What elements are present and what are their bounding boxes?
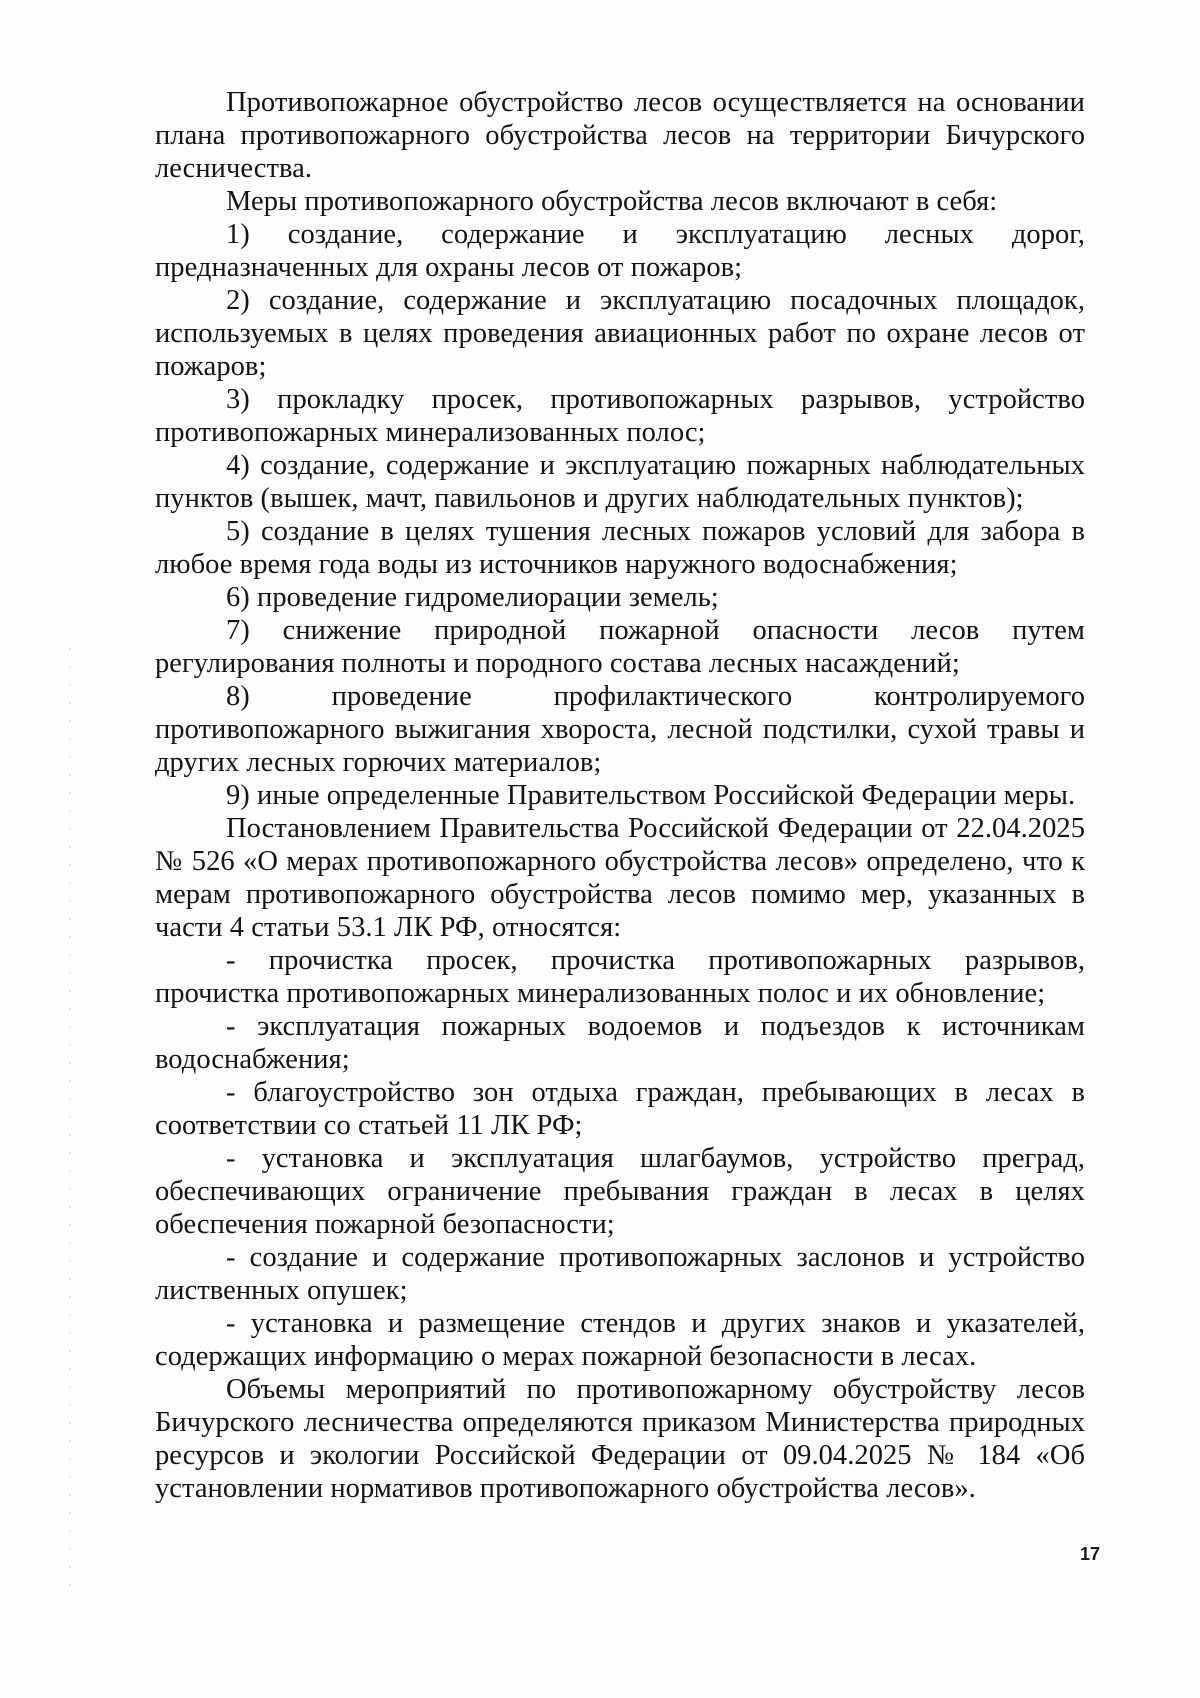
- paragraph-measures-heading: Меры противопожарного обустройства лесов включают в себя:: [226, 186, 998, 217]
- bullet-item-1: - прочистка просек, прочистка противопожарных разрывов, прочистка противопожарных минерализованных полос и их обновление;: [155, 945, 1085, 1009]
- paragraph-volumes: Объемы мероприятий по противопожарному обустройству лесов Бичурского лесничества определяются приказом Министерства природных ресурсов и экологии Российской Федерации от 09.04.2025 № 184 «Об установлении нормативов противопожарного обустройства лесов».: [155, 1374, 1085, 1504]
- list-item-7: 7) снижение природной пожарной опасности лесов путем регулирования полноты и породного состава лесных насаждений;: [155, 615, 1085, 679]
- paragraph-resolution: Постановлением Правительства Российской Федерации от 22.04.2025 № 526 «О мерах противопожарного обустройства лесов» определено, что к мерам противопожарного обустройства лесов помимо мер, указанных в части 4 статьи 53.1 ЛК РФ, относятся:: [155, 813, 1085, 943]
- list-item-3: 3) прокладку просек, противопожарных разрывов, устройство противопожарных минерализованных полос;: [155, 384, 1085, 448]
- list-item-2: 2) создание, содержание и эксплуатацию посадочных площадок, используемых в целях проведения авиационных работ по охране лесов от пожаров;: [155, 285, 1085, 382]
- list-item-1: 1) создание, содержание и эксплуатацию лесных дорог, предназначенных для охраны лесов от пожаров;: [155, 219, 1085, 283]
- paragraph-intro: Противопожарное обустройство лесов осуществляется на основании плана противопожарного обустройства лесов на территории Бичурского лесничества.: [155, 87, 1085, 184]
- list-item-5: 5) создание в целях тушения лесных пожаров условий для забора в любое время года воды из источников наружного водоснабжения;: [155, 516, 1085, 580]
- list-item-9: 9) иные определенные Правительством Российской Федерации меры.: [226, 780, 1076, 811]
- list-item-4: 4) создание, содержание и эксплуатацию пожарных наблюдательных пунктов (вышек, мачт, павильонов и других наблюдательных пунктов);: [155, 450, 1085, 514]
- bullet-item-4: - установка и эксплуатация шлагбаумов, устройство преград, обеспечивающих ограничение пребывания граждан в лесах в целях обеспечения пожарной безопасности;: [155, 1143, 1085, 1240]
- page-number: 17: [1079, 1544, 1100, 1564]
- list-item-6: 6) проведение гидромелиорации земель;: [226, 582, 719, 613]
- document-body: [155, 86, 1085, 1505]
- list-item-8: 8) проведение профилактического контролируемого противопожарного выжигания хвороста, лесной подстилки, сухой травы и других лесных горючих материалов;: [155, 681, 1085, 778]
- bullet-item-3: - благоустройство зон отдыха граждан, пребывающих в лесах в соответствии со статьей 11 ЛК РФ;: [155, 1077, 1085, 1141]
- bullet-item-2: - эксплуатация пожарных водоемов и подъездов к источникам водоснабжения;: [155, 1011, 1085, 1075]
- bullet-item-6: - установка и размещение стендов и других знаков и указателей, содержащих информацию о мерах пожарной безопасности в лесах.: [155, 1308, 1085, 1372]
- scan-margin-dots: [68, 640, 72, 1590]
- bullet-item-5: - создание и содержание противопожарных заслонов и устройство лиственных опушек;: [155, 1242, 1085, 1306]
